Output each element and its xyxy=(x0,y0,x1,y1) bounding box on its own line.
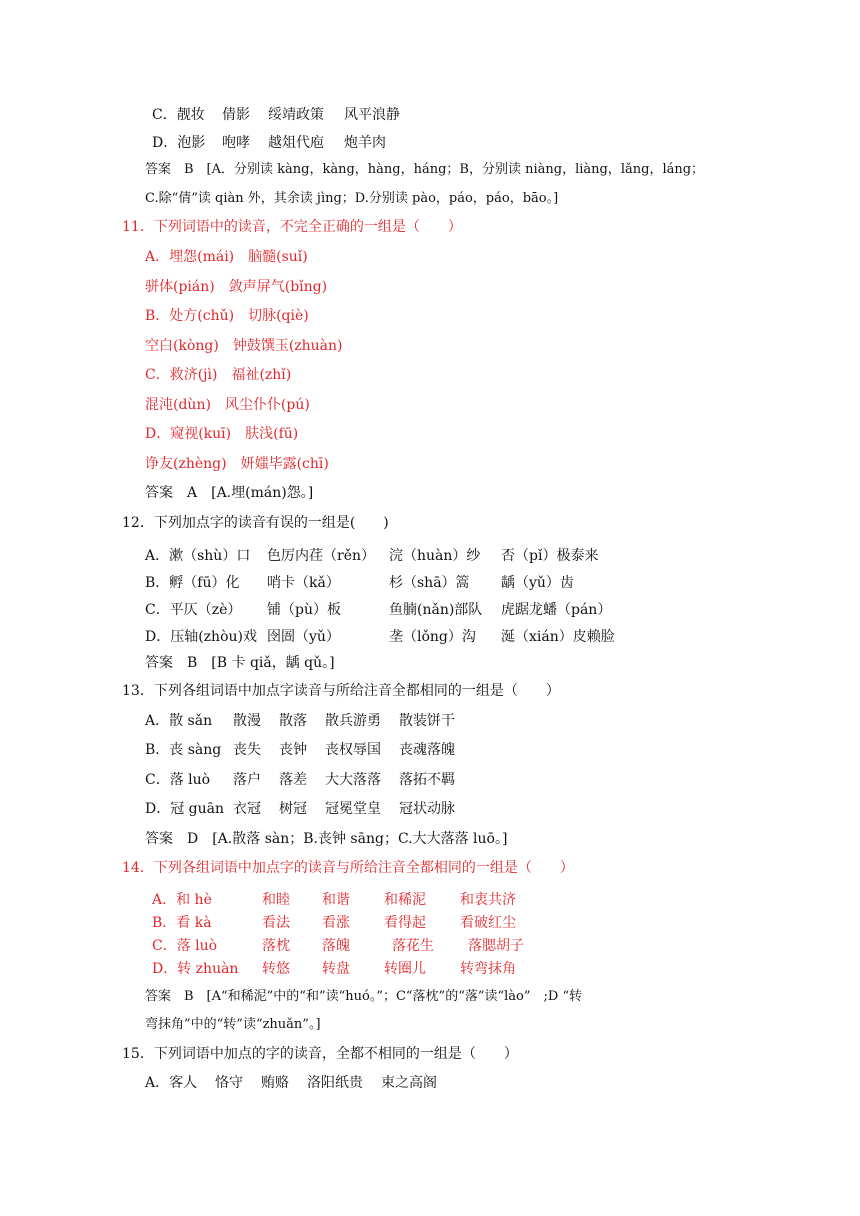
option-cell: 贿赂 xyxy=(261,1075,289,1091)
option-cell: 看涨 xyxy=(322,915,350,931)
answer-line: 答案 B [B 卡 qiǎ，龋 qǔ。] xyxy=(145,655,335,671)
answer-line: 答案 D [A.散落 sàn；B.丧钟 sāng；C.大大落落 luō。] xyxy=(145,831,508,847)
option-cell: 哨卡（kǎ） xyxy=(267,575,340,591)
option-row xyxy=(145,547,745,565)
option-cell: 丧权辱国 xyxy=(325,742,381,758)
option-cell: 否（pǐ）极泰来 xyxy=(501,548,599,564)
option-cell: D．泡影 xyxy=(152,135,206,151)
option-row xyxy=(145,574,745,592)
option-cell: D．转 zhuàn xyxy=(152,961,239,977)
option-cell: 龋（yǔ）齿 xyxy=(501,575,574,591)
option-cell: 落花生 xyxy=(392,938,434,954)
option-cell: 丧魂落魄 xyxy=(399,742,455,758)
option-line: C．救济(jì) 福祉(zhǐ) xyxy=(145,367,292,383)
option-cell: 转盘 xyxy=(322,961,350,977)
option-cell: A．和 hè xyxy=(152,892,212,908)
option-cell: C．靓妆 xyxy=(152,107,205,123)
option-cell: 和谐 xyxy=(322,892,350,908)
option-cell: C．落 luò xyxy=(152,938,218,954)
question-13: 13．下列各组词语中加点字读音与所给注音全都相同的一组是（ ） xyxy=(122,683,560,699)
option-cell: B．丧 sàng xyxy=(145,742,222,758)
option-cell: 散落 xyxy=(279,713,307,729)
option-cell: 散装饼干 xyxy=(399,713,455,729)
option-cell: 冠状动脉 xyxy=(399,801,455,817)
option-row xyxy=(145,1074,745,1092)
question-15: 15．下列词语中加点的字的读音，全都不相同的一组是（ ） xyxy=(122,1046,518,1062)
option-row xyxy=(145,800,745,818)
option-cell: 色厉内荏（rěn） xyxy=(267,548,375,564)
question-11: 11．下列词语中的读音，不完全正确的一组是（ ） xyxy=(122,219,462,235)
option-cell: 衣冠 xyxy=(233,801,261,817)
answer-line: 答案 B [A“和稀泥”中的“和”读“huó。”；C“落枕”的“落”读“lào” ;D “转 xyxy=(145,989,583,1004)
option-row xyxy=(145,741,745,759)
option-cell: 看法 xyxy=(262,915,290,931)
option-cell: 落腮胡子 xyxy=(468,938,524,954)
option-cell: A．散 sǎn xyxy=(145,713,213,729)
option-row xyxy=(145,628,745,646)
question-12: 12．下列加点字的读音有误的一组是( ) xyxy=(122,515,389,531)
option-cell: 落枕 xyxy=(262,938,290,954)
option-cell: 和睦 xyxy=(262,892,290,908)
option-row xyxy=(145,712,745,730)
option-cell: 越俎代庖 xyxy=(268,135,324,151)
option-cell: 风平浪静 xyxy=(344,107,400,123)
option-cell: 垄（lǒng）沟 xyxy=(389,629,476,645)
option-cell: C．落 luò xyxy=(145,772,211,788)
option-cell: 铺（pù）板 xyxy=(267,602,341,618)
option-cell: A．客人 xyxy=(145,1075,198,1091)
option-cell: C．平仄（zè） xyxy=(145,602,242,618)
option-cell: 杉（shā）篙 xyxy=(389,575,470,591)
option-line: B．处方(chǔ) 切脉(qiè) xyxy=(145,308,309,324)
option-line: 空白(kòng) 钟鼓馔玉(zhuàn) xyxy=(145,338,343,354)
option-cell: D．冠 guān xyxy=(145,801,225,817)
option-cell: D．压轴(zhòu)戏 xyxy=(145,629,257,645)
option-cell: 倩影 xyxy=(222,107,250,123)
option-cell: 丧失 xyxy=(233,742,261,758)
option-cell: 转悠 xyxy=(262,961,290,977)
option-row xyxy=(145,601,745,619)
option-cell: 转弯抹角 xyxy=(460,961,516,977)
option-cell: A．漱（shù）口 xyxy=(145,548,251,564)
option-cell: 洛阳纸贵 xyxy=(307,1075,363,1091)
option-cell: 虎踞龙蟠（pán） xyxy=(501,602,612,618)
option-row xyxy=(152,960,752,978)
option-cell: 恪守 xyxy=(215,1075,243,1091)
option-cell: 囹圄（yǔ） xyxy=(267,629,340,645)
option-cell: 束之高阁 xyxy=(381,1075,437,1091)
option-cell: 丧钟 xyxy=(279,742,307,758)
option-cell: 散漫 xyxy=(233,713,261,729)
option-line: 混沌(dùn) 风尘仆仆(pú) xyxy=(145,397,310,413)
option-cell: 炮羊肉 xyxy=(344,135,386,151)
option-line: D．窥视(kuī) 肤浅(fū) xyxy=(145,426,299,442)
option-cell: 看得起 xyxy=(384,915,426,931)
option-cell: 散兵游勇 xyxy=(325,713,381,729)
option-row xyxy=(152,891,752,909)
option-row xyxy=(152,914,752,932)
option-cell: 咆哮 xyxy=(222,135,250,151)
option-line: 骈体(pián) 敛声屏气(bǐng) xyxy=(145,279,328,295)
option-cell: 看破红尘 xyxy=(460,915,516,931)
option-line: 诤友(zhèng) 妍媸毕露(chī) xyxy=(145,456,329,472)
option-cell: 和衷共济 xyxy=(460,892,516,908)
option-cell: 大大落落 xyxy=(325,772,381,788)
option-cell: B．看 kà xyxy=(152,915,212,931)
option-cell: 鱼腩(nǎn)部队 xyxy=(389,602,483,618)
option-cell: 树冠 xyxy=(279,801,307,817)
option-row xyxy=(145,771,745,789)
option-cell: 冠冕堂皇 xyxy=(325,801,381,817)
option-cell: 落拓不羁 xyxy=(399,772,455,788)
answer-line: 弯抹角”中的“转”读“zhuǎn”。] xyxy=(145,1017,321,1032)
answer-line: C.除“倩”读 qiàn 外，其余读 jìng；D.分别读 pào，páo，páo，bāo。] xyxy=(145,191,559,206)
option-cell: 绥靖政策 xyxy=(268,107,324,123)
option-cell: 涎（xián）皮赖脸 xyxy=(501,629,615,645)
option-cell: 落户 xyxy=(233,772,261,788)
answer-line: 答案 A [A.埋(mán)怨。] xyxy=(145,485,314,501)
answer-line: 答案 B [A．分别读 kàng，kàng，hàng，háng；B，分别读 niàng，liàng，lǎng，láng； xyxy=(145,162,705,177)
option-line: A．埋怨(mái) 脑髓(suǐ) xyxy=(145,249,308,265)
option-cell: 转圈儿 xyxy=(384,961,426,977)
option-cell: 浣（huàn）纱 xyxy=(389,548,481,564)
option-cell: B．孵（fū）化 xyxy=(145,575,240,591)
option-row xyxy=(152,937,752,955)
option-cell: 落魄 xyxy=(322,938,350,954)
option-cell: 和稀泥 xyxy=(384,892,426,908)
option-cell: 落差 xyxy=(279,772,307,788)
question-14: 14．下列各组词语中加点字的读音与所给注音全都相同的一组是（ ） xyxy=(122,860,574,876)
